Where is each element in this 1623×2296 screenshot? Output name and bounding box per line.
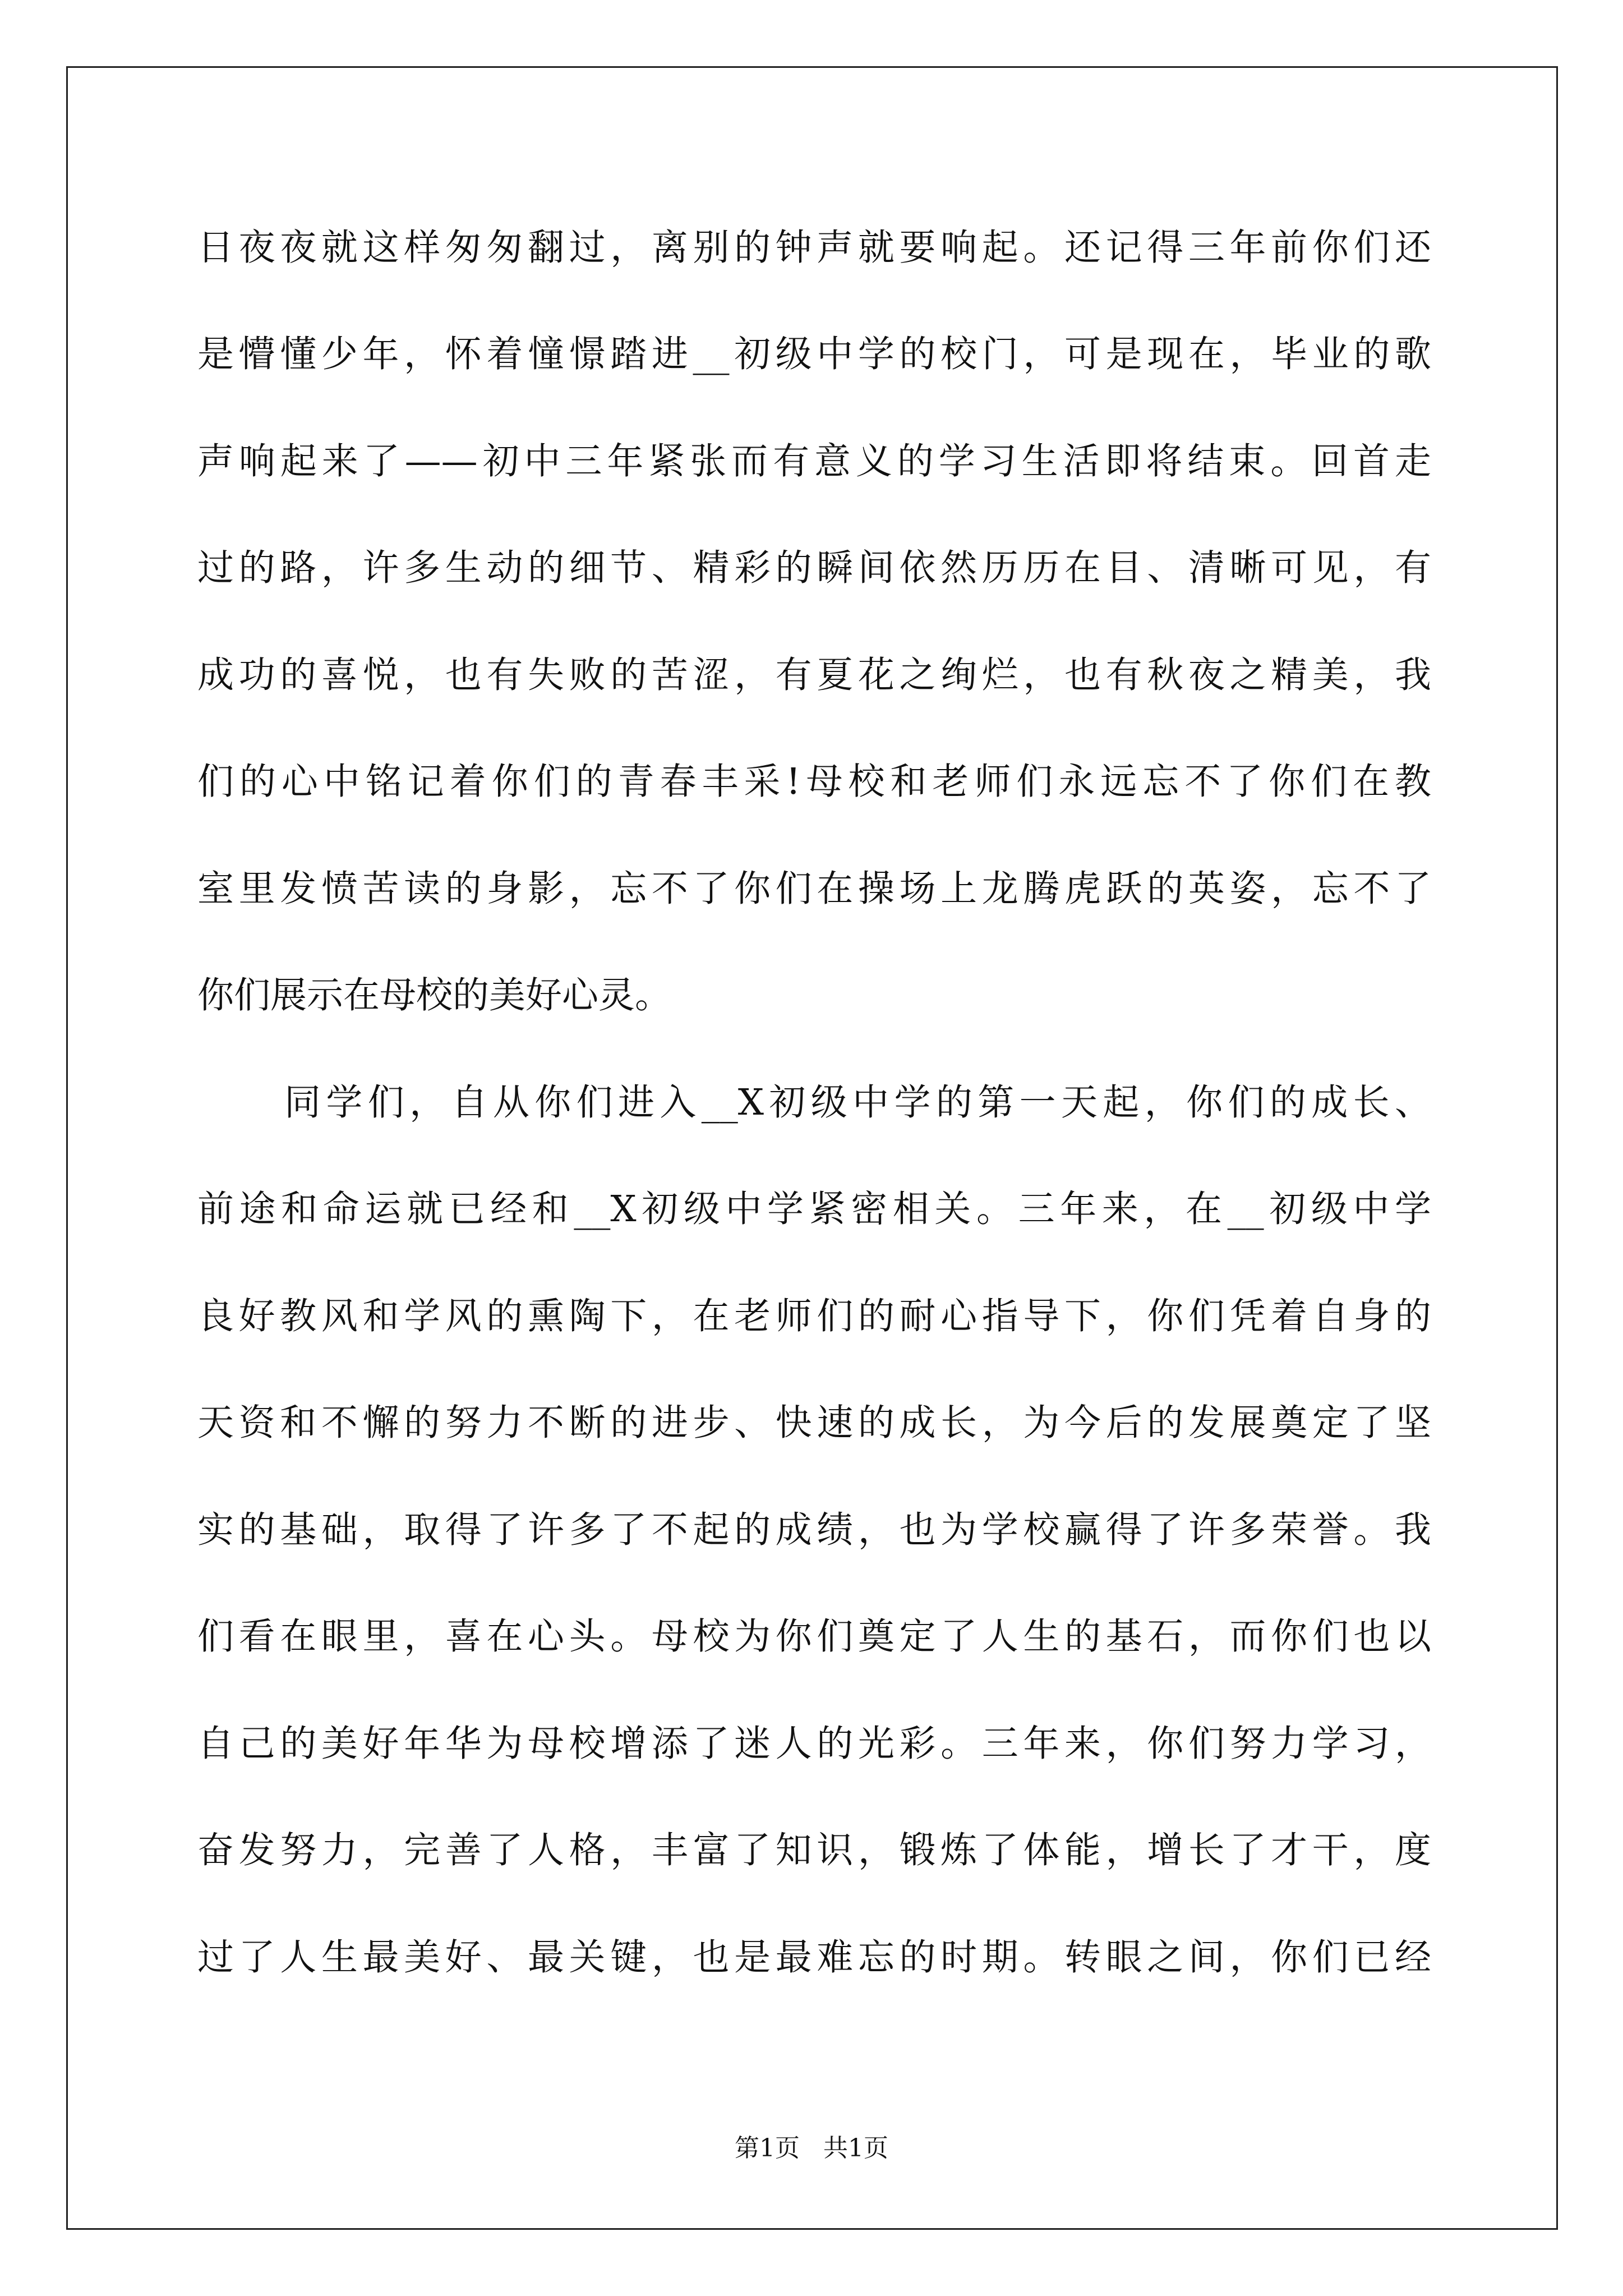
page-border — [66, 66, 1558, 2230]
paragraph-line: 室里发愤苦读的身影，忘不了你们在操场上龙腾虎跃的英姿，忘不了 — [197, 868, 1431, 910]
paragraph-line: 声响起来了——初中三年紧张而有意义的学习生活即将结束。回首走 — [197, 440, 1431, 482]
paragraph-line: 们看在眼里，喜在心头。母校为你们奠定了人生的基石，而你们也以 — [197, 1616, 1431, 1658]
paragraph-line: 成功的喜悦，也有失败的苦涩，有夏花之绚烂，也有秋夜之精美，我 — [197, 654, 1431, 696]
paragraph-line: 们的心中铭记着你们的青春丰采!母校和老师们永远忘不了你们在教 — [197, 761, 1431, 803]
paragraph-line: 良好教风和学风的熏陶下，在老师们的耐心指导下，你们凭着自身的 — [197, 1295, 1431, 1337]
paragraph-line: 过的路，许多生动的细节、精彩的瞬间依然历历在目、清晰可见，有 — [197, 547, 1431, 589]
paragraph-line: 过了人生最美好、最关键，也是最难忘的时期。转眼之间，你们已经 — [197, 1936, 1431, 1978]
paragraph-line: 天资和不懈的努力不断的进步、快速的成长，为今后的发展奠定了坚 — [197, 1402, 1431, 1444]
page-footer: 第1页 共1页 — [735, 2134, 888, 2162]
paragraph-line: 实的基础，取得了许多了不起的成绩，也为学校赢得了许多荣誉。我 — [197, 1509, 1431, 1551]
paragraph-line: 同学们，自从你们进入__X初级中学的第一天起，你们的成长、 — [284, 1082, 1431, 1124]
paragraph-line: 你们展示在母校的美好心灵。 — [197, 974, 672, 1016]
paragraph-line: 是懵懂少年，怀着憧憬踏进__初级中学的校门，可是现在，毕业的歌 — [197, 333, 1431, 375]
paragraph-line: 奋发努力，完善了人格，丰富了知识，锻炼了体能，增长了才干，度 — [197, 1829, 1431, 1871]
paragraph-line: 日夜夜就这样匆匆翻过，离别的钟声就要响起。还记得三年前你们还 — [197, 227, 1431, 269]
paragraph-line: 前途和命运就已经和__X初级中学紧密相关。三年来，在__初级中学 — [197, 1188, 1431, 1230]
paragraph-line: 自己的美好年华为母校增添了迷人的光彩。三年来，你们努力学习， — [197, 1723, 1431, 1765]
